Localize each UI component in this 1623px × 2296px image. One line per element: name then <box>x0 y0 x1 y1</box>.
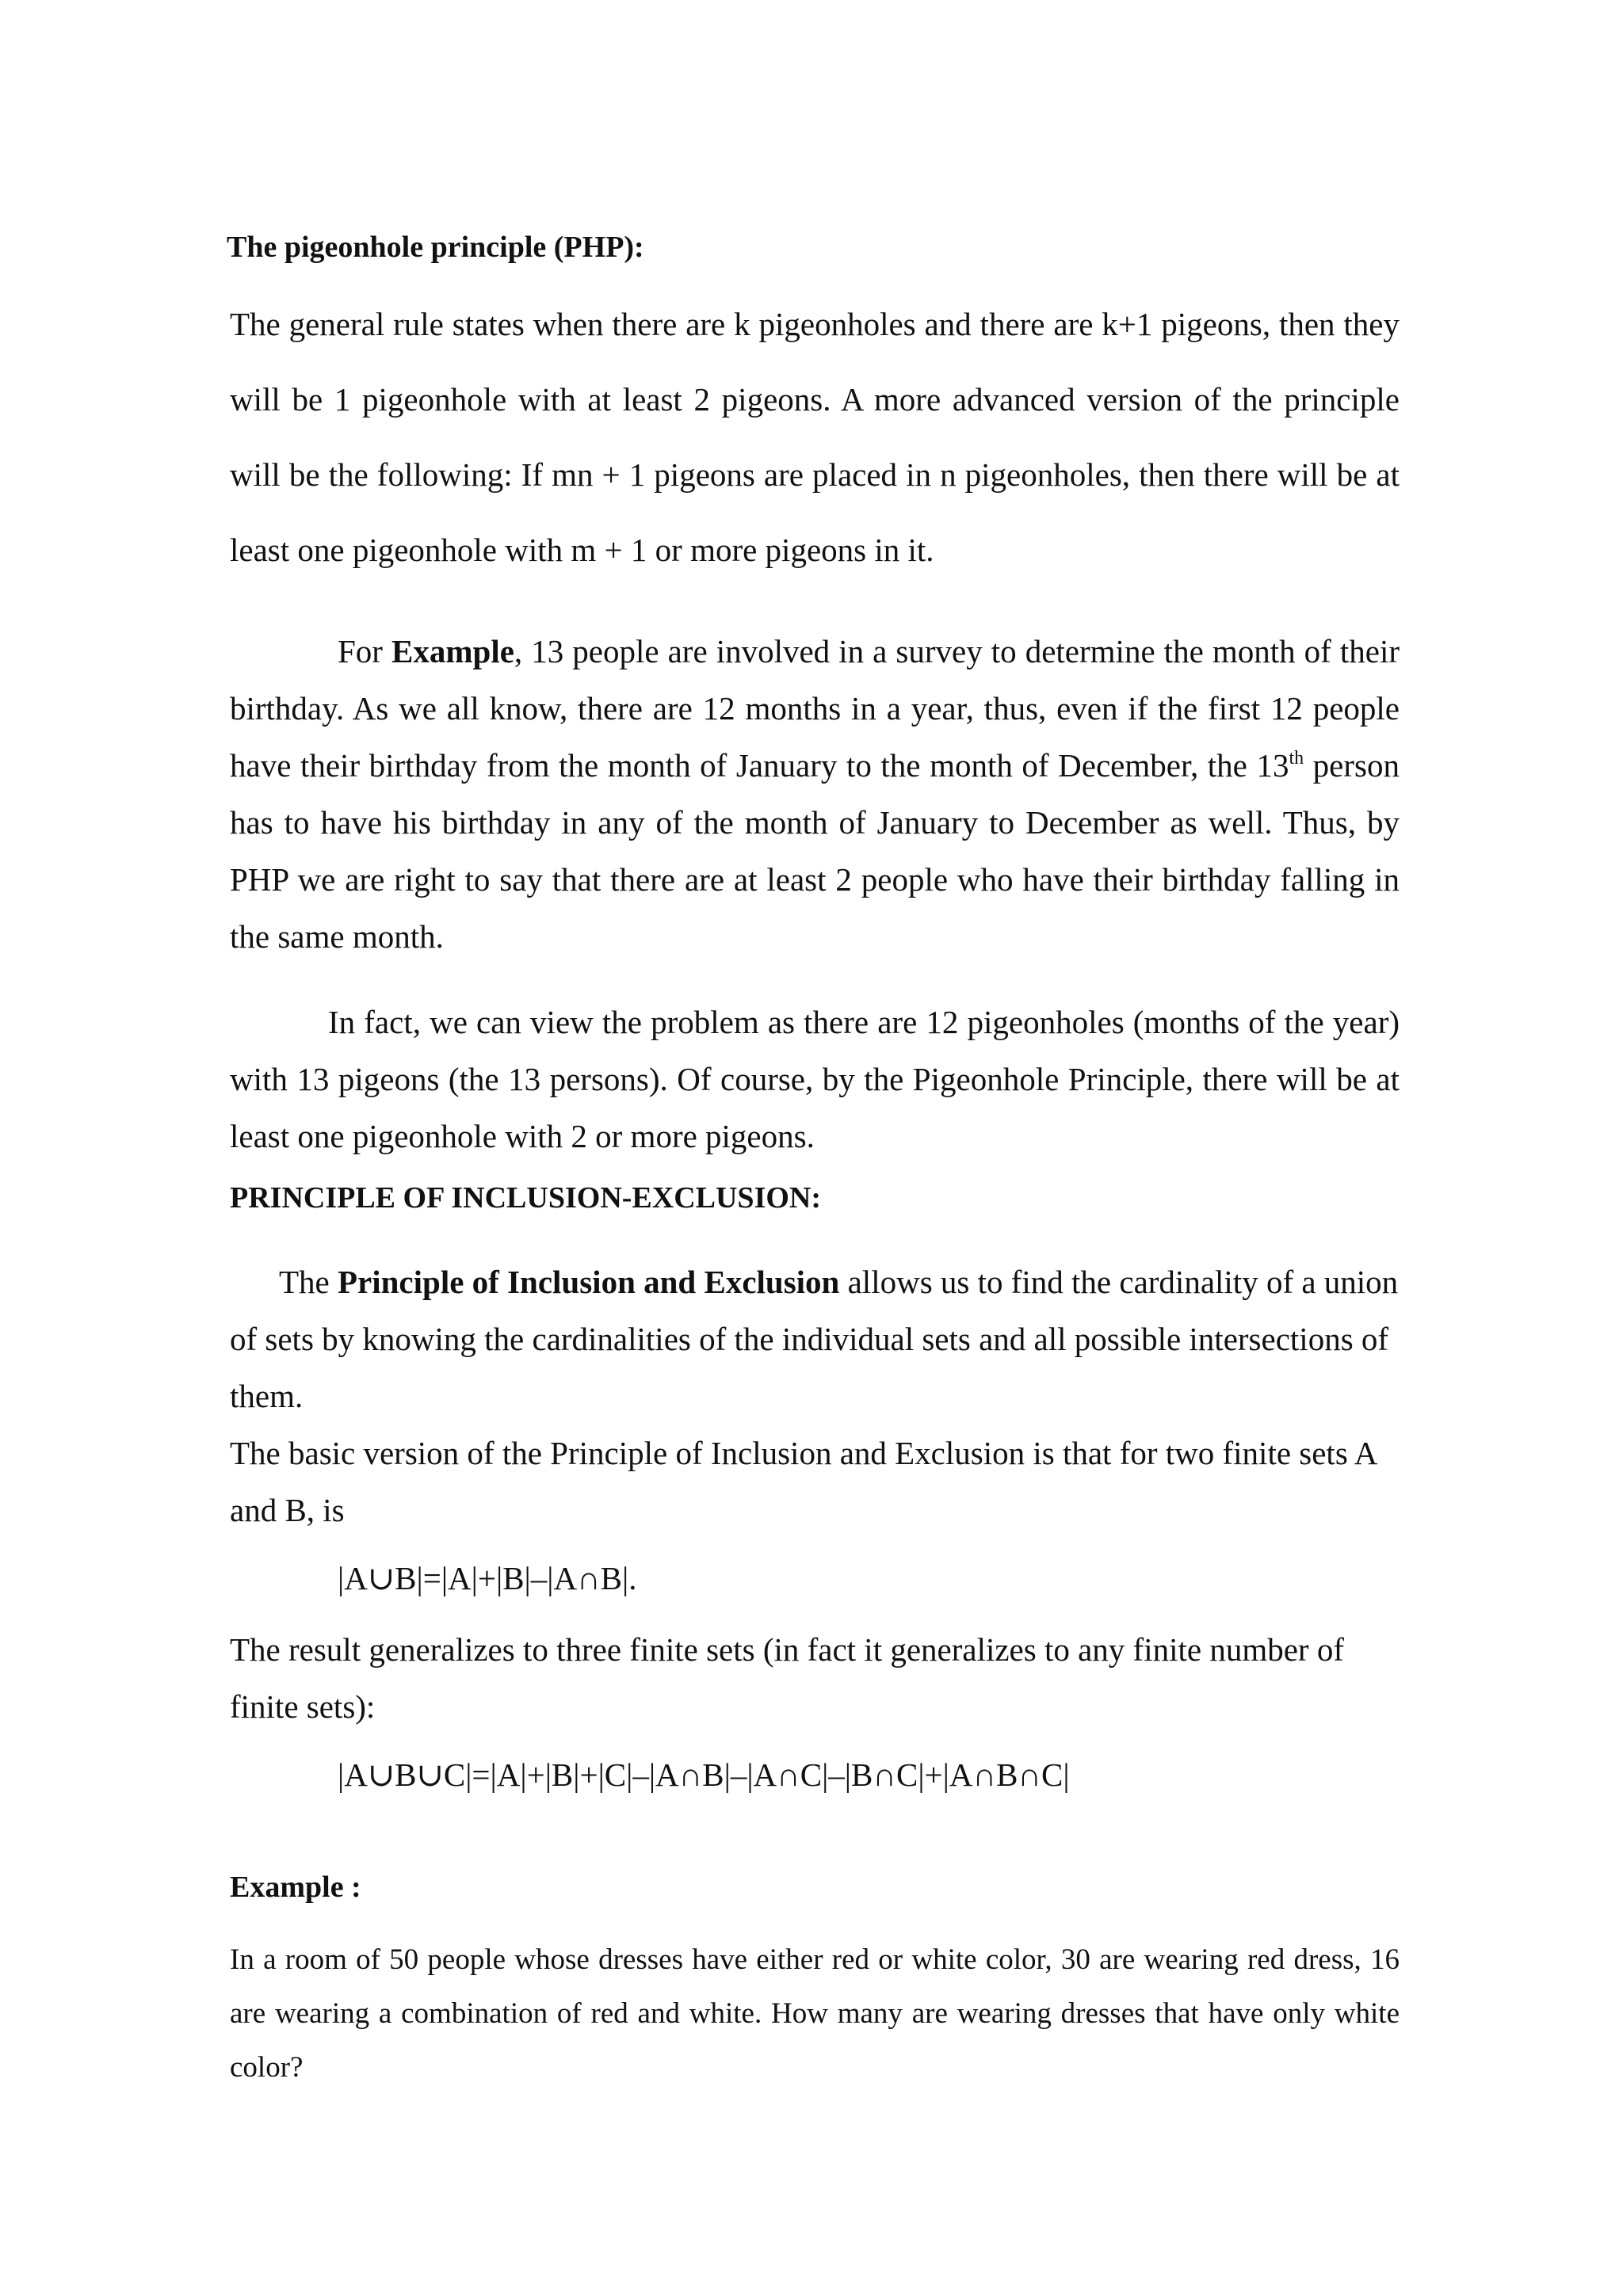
example-lead-text: For <box>338 633 392 669</box>
example-text-part1: , 13 people are involved in a survey to determine the month of their birthday. As we all know, there are 12 months in a year, thus, even if the first 12 people have their birthday from the month of January to the month of December, the 13 <box>230 633 1400 784</box>
pie-intro-lead: The <box>279 1264 338 1300</box>
formula-three-sets: |A∪B∪C|=|A|+|B|+|C|–|A∩B|–|A∩C|–|B∩C|+|A∩B∩C| <box>338 1756 1070 1793</box>
php-definition-paragraph: The general rule states when there are k pigeonholes and there are k+1 pigeons, then they will be 1 pigeonhole with at least 2 pigeons. A more advanced version of the principle will be the following: If mn + 1 pigeons are placed in n pigeonholes, then there will be at least one pigeonhole with m + 1 or more pigeons in it. <box>230 306 1400 568</box>
generalize-paragraph: The result generalizes to three finite sets (in fact it generalizes to any finite number of finite sets): <box>230 1631 1344 1725</box>
example-heading: Example : <box>230 1871 361 1904</box>
basic-version-paragraph: The basic version of the Principle of Inclusion and Exclusion is that for two finite sets A and B, is <box>230 1435 1377 1528</box>
example-problem-paragraph: In a room of 50 people whose dresses have either red or white color, 30 are wearing red dress, 16 are wearing a combination of red and white. How many are wearing dresses that have only white color? <box>230 1943 1400 2084</box>
section-heading-pigeonhole: The pigeonhole principle (PHP): <box>227 231 644 264</box>
formula-two-sets: |A∪B|=|A|+|B|–|A∩B|. <box>338 1560 637 1596</box>
example-text-part2: person has to have his birthday in any of the month of January to December as well. Thus, by PHP we are right to say that there are at least 2 people who have their birthday falling in the same month. <box>230 747 1400 955</box>
section-heading-inclusion-exclusion: PRINCIPLE OF INCLUSION-EXCLUSION: <box>230 1181 822 1215</box>
pie-intro-rest: allows us to find the cardinality of a union of sets by knowing the cardinalities of the individual sets and all possible intersections of them. <box>230 1264 1399 1414</box>
example-bold-term: Example <box>391 633 514 669</box>
birthday-example-paragraph <box>230 623 1400 965</box>
in-fact-paragraph: In fact, we can view the problem as there are 12 pigeonholes (months of the year) with 13 pigeons (the 13 persons). Of course, by the Pigeonhole Principle, there will be at least one pigeonhole with 2 or more pigeons. <box>230 1004 1400 1154</box>
ordinal-superscript: th <box>1289 748 1304 769</box>
pie-intro-bold-term: Principle of Inclusion and Exclusion <box>338 1264 840 1300</box>
pie-intro-paragraph <box>230 1253 1400 1425</box>
